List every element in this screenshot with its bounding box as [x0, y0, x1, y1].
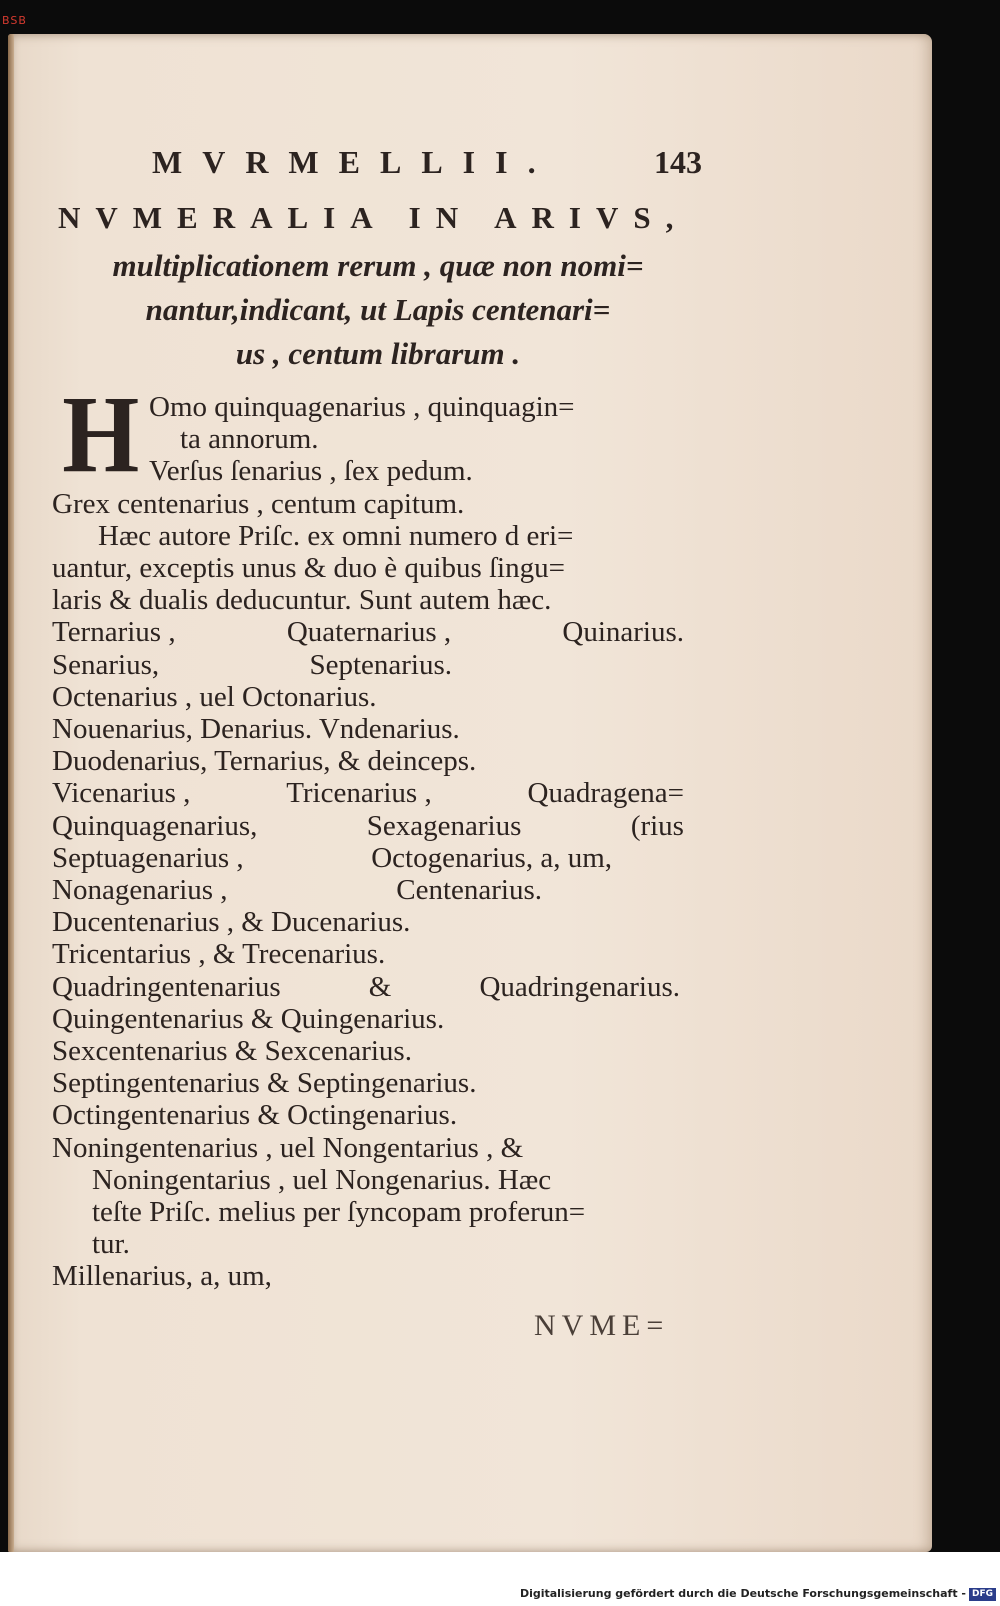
page-edge — [8, 34, 14, 1552]
text-segment: Septingentenarius & Septingenarius. — [52, 1067, 477, 1100]
text-line — [98, 520, 573, 553]
subtitle-line: us , centum librarum . — [235, 336, 521, 371]
text-segment: laris & dualis deducuntur. Sunt autem hæc. — [52, 584, 552, 617]
text-segment: Duodenarius, Ternarius, & deinceps. — [52, 745, 477, 778]
text-segment: Omo quinquagenarius , quinquagin= — [149, 391, 575, 423]
text-segment: & — [368, 970, 392, 1003]
book-page — [8, 34, 932, 1552]
text-line — [52, 1260, 272, 1293]
text-line — [52, 584, 551, 617]
text-segment: ta annorum. — [180, 423, 319, 456]
text-segment: Sexcentenarius & Sexcenarius. — [52, 1035, 412, 1067]
text-segment: teſte Priſc. melius per ſyncopam proferun= — [92, 1196, 586, 1228]
text-line — [52, 488, 464, 521]
text-line — [92, 1164, 551, 1197]
drop-cap: H — [62, 373, 140, 495]
text-segment: Quinquagenarius, — [52, 809, 258, 842]
text-line — [149, 391, 575, 424]
page-number: 143 — [654, 144, 702, 180]
text-line — [52, 842, 612, 875]
text-line — [52, 906, 410, 939]
running-header — [8, 144, 932, 184]
text-segment: Septuagenarius , — [52, 841, 244, 874]
text-line — [52, 777, 684, 810]
text-segment: Quadringenarius. — [479, 970, 680, 1003]
text-segment: Noningentenarius , uel Nongentarius , & — [52, 1131, 524, 1164]
text-segment: tur. — [92, 1228, 130, 1261]
text-line — [52, 1035, 412, 1068]
library-mark: BSB — [2, 14, 27, 27]
text-segment: Quingentenarius & Quingenarius. — [52, 1002, 445, 1035]
text-line — [92, 1228, 130, 1261]
subtitle-line: multiplicationem rerum , quæ non nomi= — [112, 248, 644, 283]
text-segment: Vicenarius , — [52, 777, 191, 810]
funding-note: Digitalisierung gefördert durch die Deutsche Forschungsgemeinschaft - — [519, 1587, 966, 1600]
text-line — [52, 616, 684, 649]
text-line — [52, 1132, 523, 1165]
text-line — [52, 874, 542, 907]
text-segment: Centenarius. — [396, 874, 542, 906]
text-segment: Ternarius , — [52, 616, 176, 649]
text-line — [52, 552, 565, 585]
text-line — [52, 649, 452, 682]
text-segment: Octogenarius, a, um, — [371, 841, 612, 874]
text-line — [52, 681, 377, 714]
text-segment: Verſus ſenarius , ſex pedum. — [149, 455, 473, 488]
text-segment: Quinarius. — [562, 616, 684, 649]
text-segment: Ducentenarius , & Ducenarius. — [52, 906, 411, 939]
text-segment: Nouenarius, Denarius. Vndenarius. — [52, 713, 460, 745]
text-segment: Noningentarius , uel Nongenarius. Hæc — [92, 1163, 552, 1196]
text-segment: Octenarius , uel Octonarius. — [52, 680, 377, 713]
text-segment: uantur, exceptis unus & duo è quibus ſingu= — [52, 552, 565, 584]
running-head: MVRMELLII. — [152, 144, 556, 180]
text-segment: Millenarius, a, um, — [52, 1260, 272, 1293]
text-line — [149, 455, 473, 488]
text-line — [52, 745, 476, 778]
section-heading: NVMERALIA IN ARIVS, — [58, 200, 689, 235]
footer-bar — [0, 1552, 1000, 1606]
text-segment: Senarius, — [52, 648, 160, 681]
text-line — [52, 1067, 476, 1100]
text-line — [180, 423, 319, 456]
text-segment: Grex centenarius , centum capitum. — [52, 487, 465, 520]
text-segment: Septenarius. — [309, 648, 452, 681]
subtitle-line: nantur,indicant, ut Lapis centenari= — [145, 292, 611, 327]
text-segment: Quadringentenarius — [52, 970, 281, 1003]
text-segment: Quadragena= — [527, 777, 684, 810]
text-segment: Hæc autore Priſc. ex omni numero d eri= — [98, 519, 574, 552]
text-segment: (rius — [630, 809, 684, 842]
text-line — [52, 938, 385, 971]
text-line — [52, 1099, 457, 1132]
text-segment: Sexagenarius — [366, 809, 522, 842]
text-segment: Octingentenarius & Octingenarius. — [52, 1099, 458, 1132]
text-line — [52, 810, 684, 843]
text-line — [92, 1196, 585, 1229]
text-line — [52, 1003, 444, 1036]
section-subtitle — [58, 244, 698, 376]
text-segment: Quaternarius , — [286, 616, 452, 649]
text-line — [52, 971, 680, 1004]
text-segment: Tricentarius , & Trecenarius. — [52, 938, 386, 971]
text-segment: Nonagenarius , — [52, 874, 228, 906]
dfg-logo: DFG — [969, 1588, 996, 1601]
text-segment: Tricenarius , — [286, 777, 432, 810]
catchword: NVME= — [534, 1309, 670, 1342]
text-line — [52, 713, 460, 746]
